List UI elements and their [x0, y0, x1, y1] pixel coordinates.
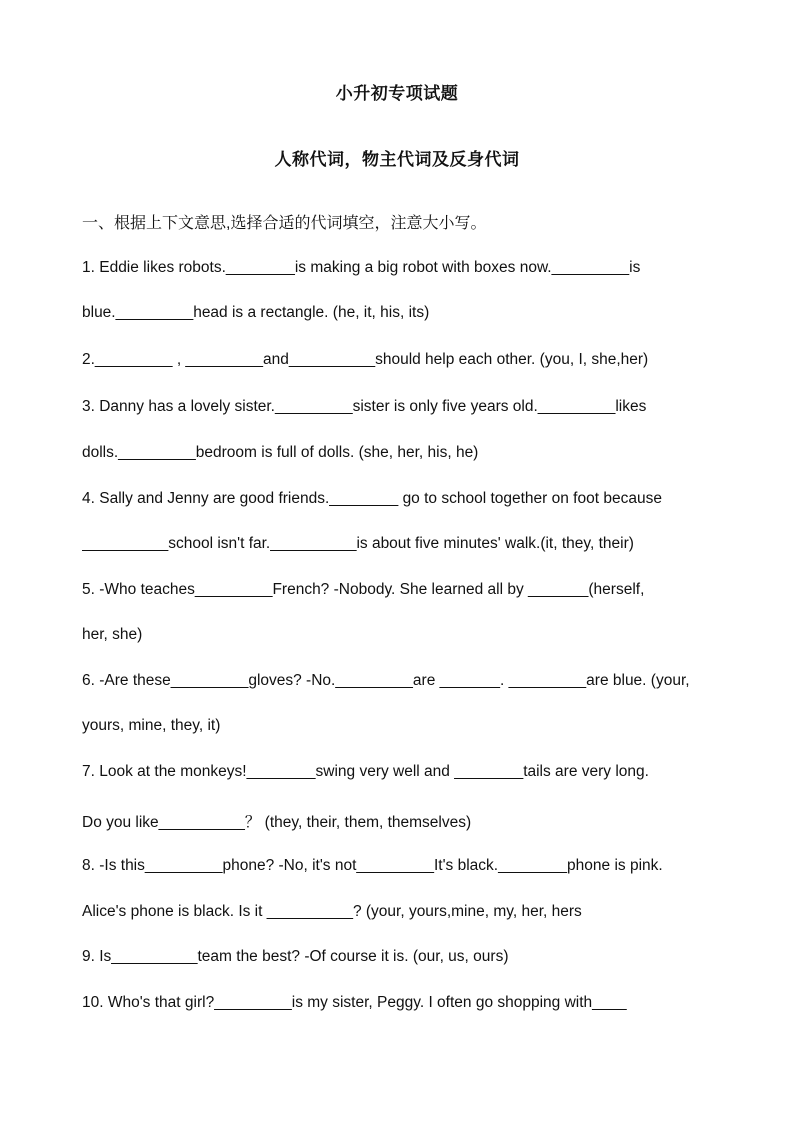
- question-line: 3. Danny has a lovely sister._________sister is only five years old._________likes: [82, 398, 647, 415]
- question-line: 7. Look at the monkeys!________swing very well and ________tails are very long.: [82, 763, 649, 780]
- question-line: 4. Sally and Jenny are good friends.________ go to school together on foot because: [82, 490, 662, 507]
- question-line: 8. -Is this_________phone? -No, it's not_________It's black.________phone is pink.: [82, 857, 663, 874]
- question-line: Alice's phone is black. Is it __________? (your, yours,mine, my, her, hers: [82, 903, 582, 920]
- section-instruction: 一、根据上下文意思,选择合适的代词填空，注意大小写。: [82, 215, 487, 232]
- question-line: 1. Eddie likes robots.________is making a big robot with boxes now._________is: [82, 259, 641, 276]
- question-line: 10. Who's that girl?_________is my sister, Peggy. I often go shopping with____: [82, 994, 627, 1011]
- question-line: 6. -Are these_________gloves? -No._________are _______. _________are blue. (your,: [82, 672, 690, 689]
- question-line: 2._________ , _________and__________should help each other. (you, I, she,her): [82, 351, 649, 368]
- question-line: dolls._________bedroom is full of dolls. (she, her, his, he): [82, 444, 479, 461]
- question-line: blue._________head is a rectangle. (he, it, his, its): [82, 304, 430, 321]
- question-line: her, she): [82, 626, 143, 643]
- question-line: yours, mine, they, it): [82, 717, 221, 734]
- question-line: Do you like__________？ (they, their, them, themselves): [82, 814, 472, 831]
- question-line: __________school isn't far.__________is about five minutes' walk.(it, they, their): [82, 535, 634, 552]
- worksheet-subtitle: 人称代词，物主代词及反身代词: [274, 150, 520, 169]
- question-line: 9. Is__________team the best? -Of course it is. (our, us, ours): [82, 948, 509, 965]
- worksheet-title: 小升初专项试题: [335, 84, 459, 103]
- question-line: 5. -Who teaches_________French? -Nobody. She learned all by _______(herself,: [82, 581, 645, 598]
